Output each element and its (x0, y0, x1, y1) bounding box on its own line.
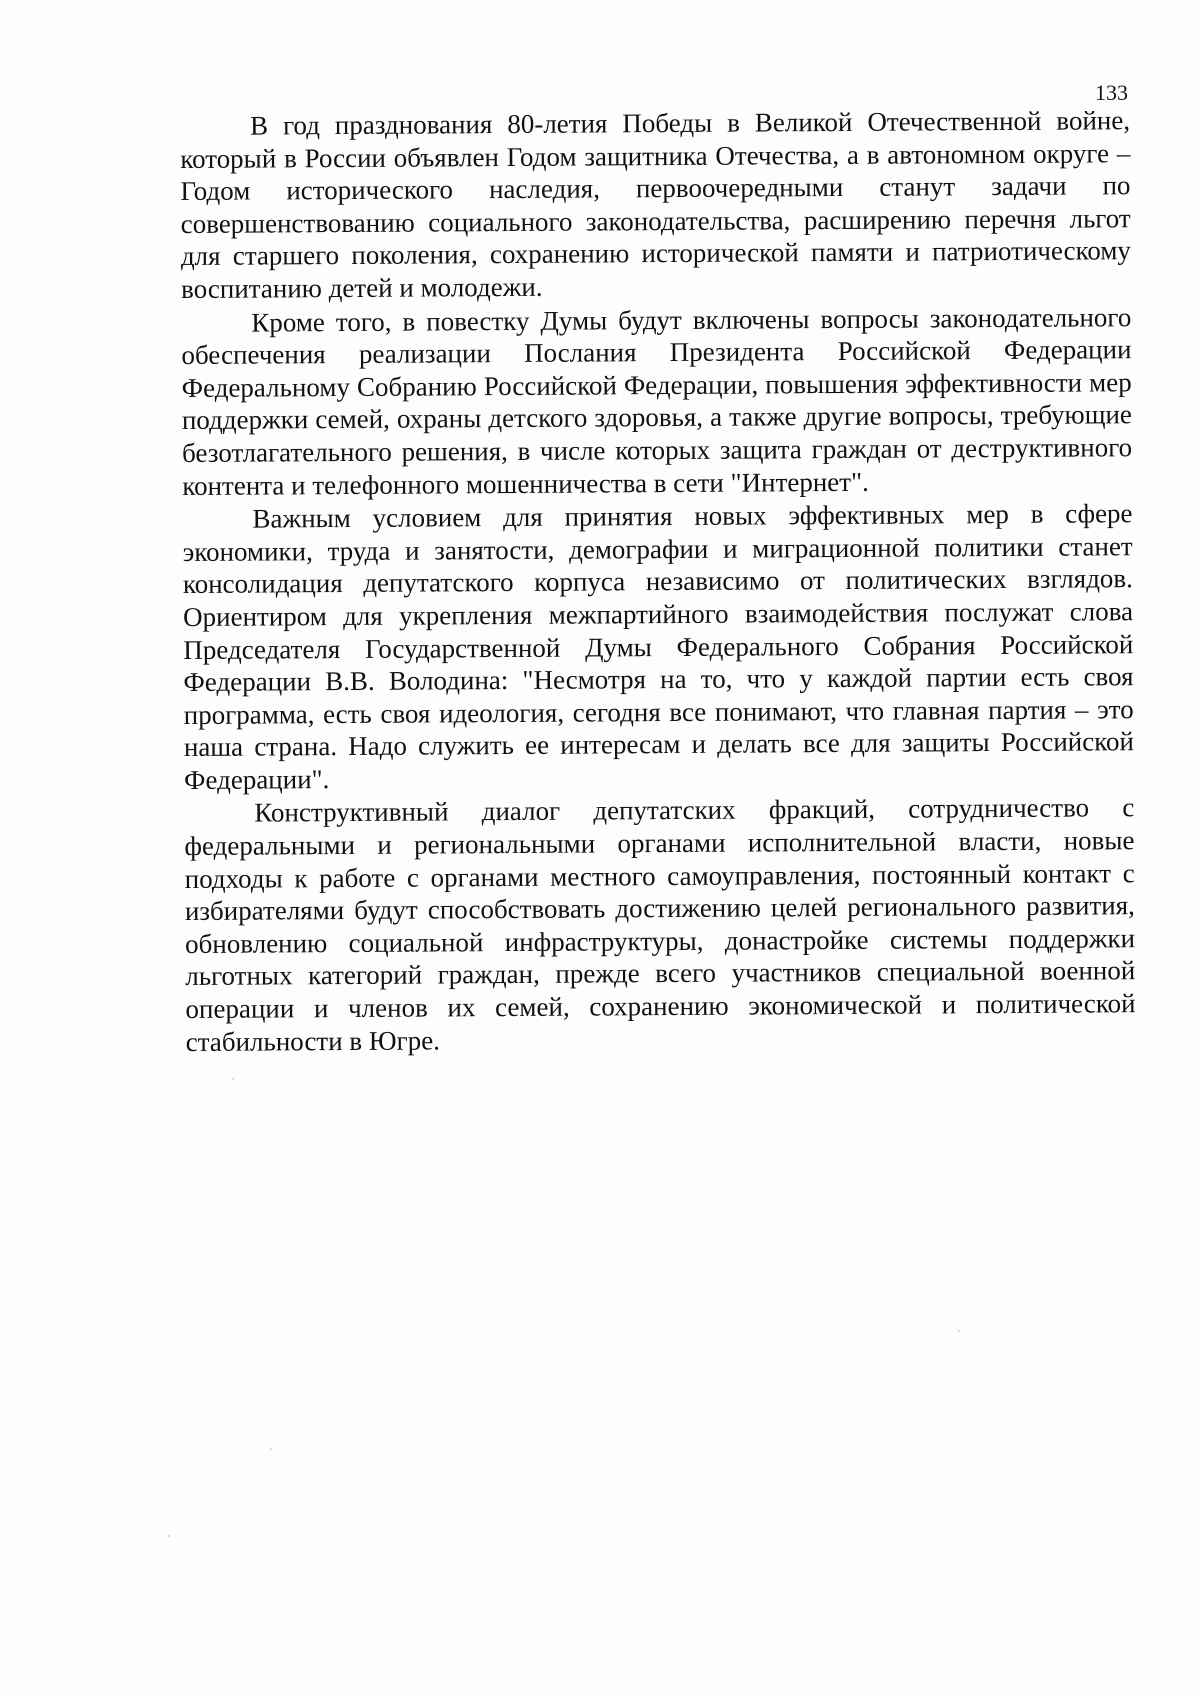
paragraph-4: Конструктивный диалог депутатских фракций, сотрудничество с федеральными и региональными органами исполнительной власти, новые подходы к работе с органами местного самоуправления, постоянный контакт с избирателями будут способствовать достижению целей регионального развития, обновлению социальной инфраструктуры, донастройке системы поддержки льготных категорий граждан, прежде всего участников специальной военной операции и членов их семей, сохранению экономической и политической стабильности в Югре. (184, 792, 1136, 1057)
scan-speck (168, 1535, 170, 1537)
page-number: 133 (1095, 80, 1128, 105)
paragraph-1: В год празднования 80-летия Победы в Великой Отечественной войне, который в России объявлен Годом защитника Отечества, а в автономном округе – Годом исторического наследия, первоочередными станут задачи по совершенствованию социального законодательства, расширению перечня льгот для старшего поколения, сохранению исторической памяти и патриотическому воспитанию детей и молодежи. (180, 105, 1131, 304)
document-body (180, 104, 1136, 1059)
scan-speck (232, 1078, 234, 1080)
paragraph-3: Важным условием для принятия новых эффективных мер в сфере экономики, труда и занятости, демографии и миграционной политики станет консолидация депутатского корпуса независимо от политических взглядов. Ориентиром для укрепления межпартийного взаимодействия послужат слова Председателя Государственной Думы Федерального Собрания Российской Федерации В.В. Володина: "Несмотря на то, что у каждой партии есть своя программа, есть своя идеология, сегодня все понимают, что главная партия – это наша страна. Надо служить ее интересам и делать все для защиты Российской Федерации". (182, 498, 1134, 795)
scan-speck (270, 1448, 272, 1450)
scan-speck (958, 1330, 960, 1332)
paragraph-2: Кроме того, в повестку Думы будут включены вопросы законодательного обеспечения реализации Послания Президента Российской Федерации Федеральному Собранию Российской Федерации, повышения эффективности мер поддержки семей, охраны детского здоровья, а также другие вопросы, требующие безотлагательного решения, в числе которых защита граждан от деструктивного контента и телефонного мошенничества в сети "Интернет". (181, 301, 1133, 501)
